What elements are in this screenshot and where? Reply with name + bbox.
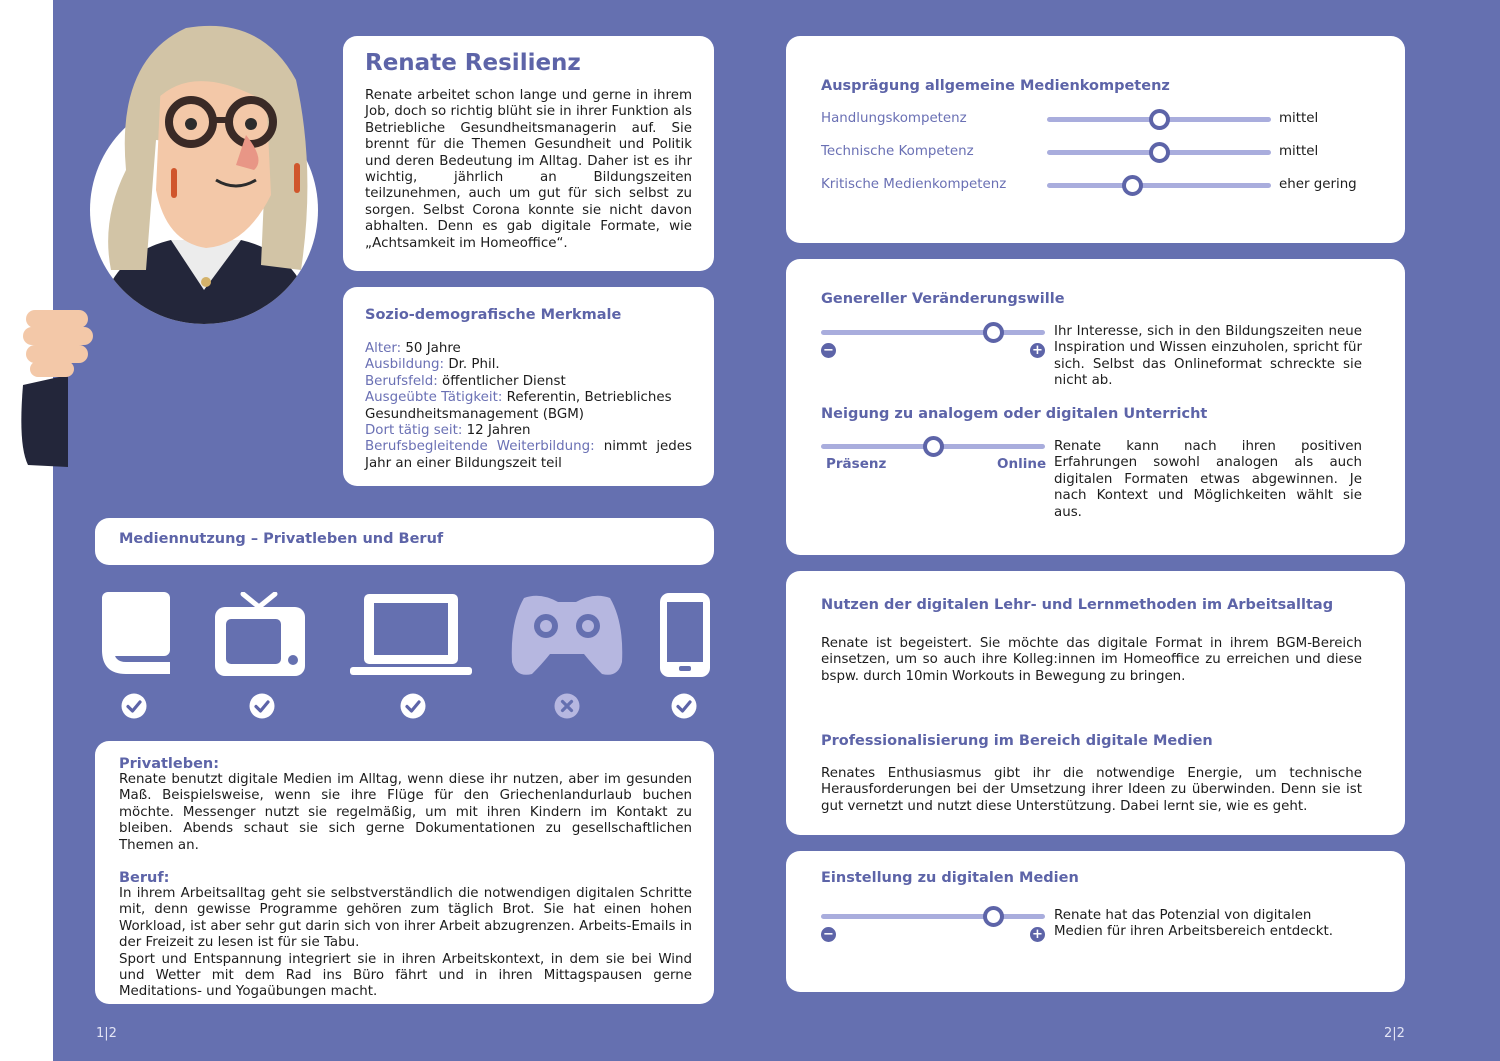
smartphone-icon <box>659 592 711 678</box>
competence-value: mittel <box>1279 111 1319 126</box>
page-number-left: 1|2 <box>96 1026 117 1041</box>
attitude-slider-knob <box>983 906 1004 927</box>
attitude-card <box>786 851 1405 992</box>
competence-value: eher gering <box>1279 177 1357 192</box>
attitude-text: Renate hat das Potenzial von digitalen Medien für ihren Arbeitsbereich entdeckt. <box>1054 908 1334 940</box>
check-icon <box>121 693 147 719</box>
competence-slider-track <box>1047 183 1271 188</box>
demographics-item: Berufsbegleitende Weiterbildung: nimmt jedes Jahr an einer Bildungszeit teil <box>365 439 692 471</box>
usage-card <box>786 571 1405 835</box>
attitude-heading: Einstellung zu digitalen Medien <box>821 870 1079 886</box>
demographics-list <box>365 341 692 472</box>
gamepad-icon <box>510 592 624 678</box>
persona-intro: Renate arbeitet schon lange und gerne in ihrem Job, doch so richtig blüht sie in ihrer Funktion als Betriebliche Gesundheitsmanagerin auf. Sie brennt für die Themen Gesundheit und Politik und deren Bedeutung im Alltag. Daher ist es ihr wichtig, jährlich an Bildungszeiten teilzunehmen, auch um gut für sich selbst zu sorgen. Selbst Corona konnte sie nicht davon abhalten. Denn es gab digitale Formate, wie „Achtsamkeit im Homeoffice“. <box>365 88 692 251</box>
demographics-item: Berufsfeld: öffentlicher Dienst <box>365 373 566 389</box>
change-heading: Genereller Veränderungswille <box>821 291 1065 307</box>
demographics-item: Ausgeübte Tätigkeit: Referentin, Betriebliches Gesundheitsmanagement (BGM) <box>365 390 672 422</box>
competence-label: Handlungskompetenz <box>821 111 967 126</box>
professionalisation-heading: Professionalisierung im Bereich digitale Medien <box>821 733 1213 749</box>
demographics-card <box>343 287 714 486</box>
media-text-card <box>95 741 714 1004</box>
teaching-slider-knob <box>923 436 944 457</box>
tv-icon <box>213 592 307 678</box>
minus-icon: − <box>821 927 836 942</box>
teaching-heading: Neigung zu analogem oder digitalen Unterricht <box>821 406 1208 422</box>
work-heading: Beruf: <box>119 870 170 887</box>
private-heading: Privatleben: <box>119 756 220 772</box>
book-icon <box>100 592 172 678</box>
professionalisation-text: Renates Enthusiasmus gibt ihr die notwendige Energie, um technische Herausforderungen bei der Umsetzung ihrer Ideen zu überwinden. Denn sie ist gut vernetzt und nutzt diese Unterstützung. Dabei lernt sie, wie es geht. <box>821 766 1362 814</box>
laptop-icon <box>350 592 472 678</box>
plus-icon: + <box>1030 343 1045 358</box>
competence-slider-knob <box>1149 142 1170 163</box>
check-icon <box>400 693 426 719</box>
cross-icon <box>554 693 580 719</box>
change-slider-track <box>821 330 1045 335</box>
teaching-right-label: Online <box>997 456 1047 472</box>
private-text: Renate benutzt digitale Medien im Alltag, wenn diese ihr nutzen, aber im gesunden Maß. Beispielsweise, wenn sie ihre Flüge für den Griechenlandurlaub buchen möchte. Messenger nutzt sie regelmäßig, um mit ihren Kindern im Kontakt zu bleiben. Abends schaut sie sich gerne Dokumentationen zu gesellschaftlichen Themen an. <box>119 772 692 853</box>
persona-name: Renate Resilienz <box>365 50 581 76</box>
competence-heading: Ausprägung allgemeine Medienkompetenz <box>821 78 1170 94</box>
usage-heading: Nutzen der digitalen Lehr- und Lernmethoden im Arbeitsalltag <box>821 597 1334 613</box>
avatar <box>86 20 326 330</box>
media-usage-heading-card <box>95 518 714 565</box>
work-text-continued: Sport und Entspannung integriert sie in ihren Arbeitskontext, in dem sie bei Wind und Wetter mit dem Rad ins Büro fährt und in ihren Mittagspausen gerne Meditations- und Yogaübungen macht. <box>119 951 692 1000</box>
competence-slider-knob <box>1149 109 1170 130</box>
persona-card <box>343 36 714 271</box>
media-usage-heading: Mediennutzung – Privatleben und Beruf <box>119 531 444 547</box>
demographics-item: Ausbildung: Dr. Phil. <box>365 357 500 373</box>
attitude-slider-track <box>821 914 1045 919</box>
demographics-item: Dort tätig seit: 12 Jahren <box>365 423 531 439</box>
minus-icon: − <box>821 343 836 358</box>
change-card <box>786 259 1405 555</box>
competence-card <box>786 36 1405 243</box>
plus-icon: + <box>1030 927 1045 942</box>
demographics-item: Alter: 50 Jahre <box>365 341 461 356</box>
competence-value: mittel <box>1279 144 1319 159</box>
teaching-left-label: Präsenz <box>826 456 887 472</box>
check-icon <box>671 693 697 719</box>
teaching-text: Renate kann nach ihren positiven Erfahrungen sowohl analogen als auch digitalen Formaten etwas abgewinnen. Je nach Kontext und Möglichkeiten wählt sie aus. <box>1054 439 1362 520</box>
competence-slider-knob <box>1122 175 1143 196</box>
change-slider-knob <box>983 322 1004 343</box>
demographics-heading: Sozio-demografische Merkmale <box>365 307 622 323</box>
page-number-right: 2|2 <box>1384 1026 1405 1041</box>
hand-illustration <box>18 305 98 470</box>
competence-label: Kritische Medienkompetenz <box>821 177 1007 192</box>
competence-label: Technische Kompetenz <box>821 144 974 159</box>
work-text: In ihrem Arbeitsalltag geht sie selbstverständlich die notwendigen digitalen Schritte mit, denn gewisse Programme gehören zum täglich Brot. Sie hat einen hohen Workload, ist aber sehr gut darin sich von ihrer Arbeit abzugrenzen. Arbeits-Emails in der Freizeit zu lesen ist für sie Tabu. <box>119 886 692 951</box>
usage-text: Renate ist begeistert. Sie möchte das digitale Format in ihrem BGM-Bereich einsetzen, um so auch ihre Kolleg:innen im Homeoffice zu erreichen und diese bspw. durch 10min Workouts in Bewegung zu bringen. <box>821 636 1362 684</box>
change-text: Ihr Interesse, sich in den Bildungszeiten neue Inspiration und Wissen einzuholen, spricht für sich. Selbst das Onlineformat schreckte sie nicht ab. <box>1054 324 1362 389</box>
check-icon <box>249 693 275 719</box>
